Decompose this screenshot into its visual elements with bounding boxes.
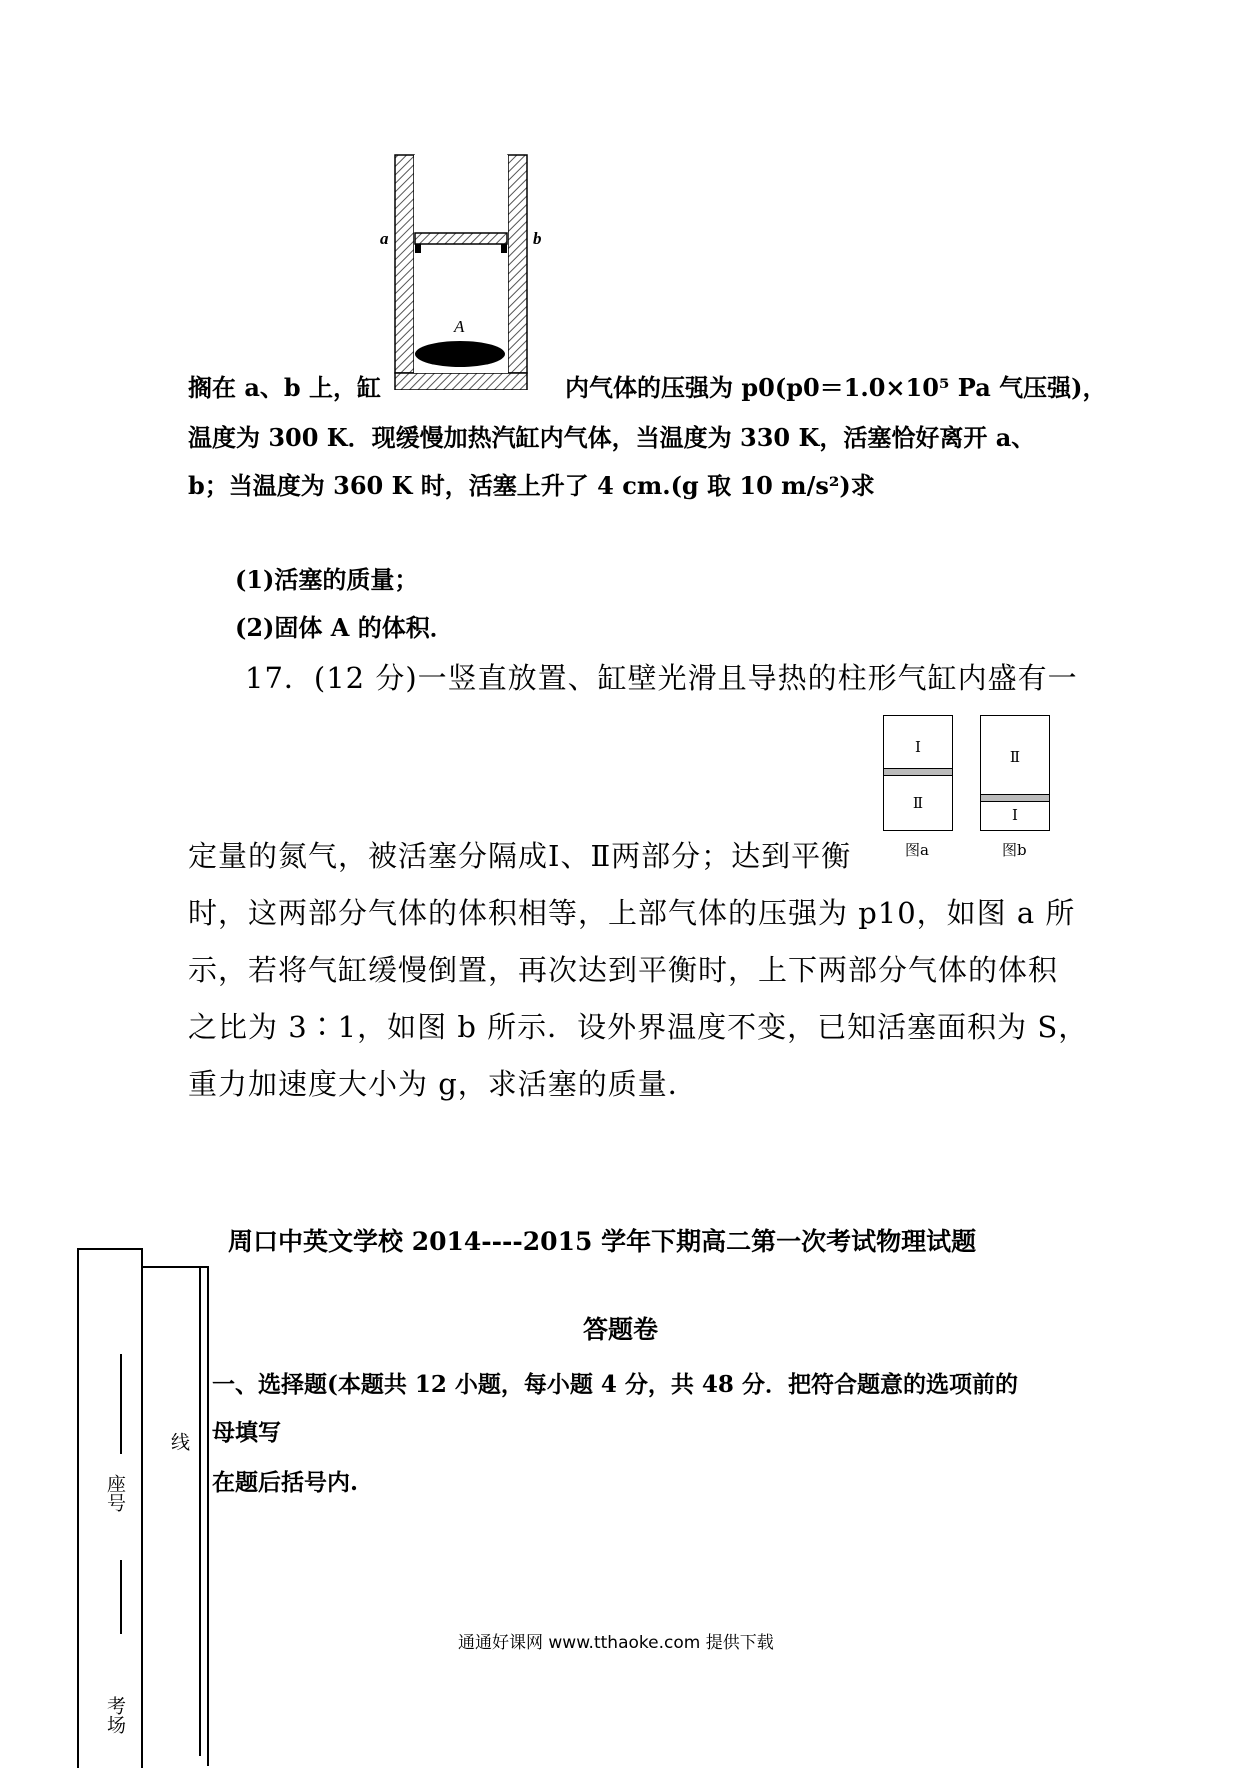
figure-b-top-label: Ⅱ: [1009, 748, 1021, 766]
q17-line5: 之比为 3∶1，如图 b 所示．设外界温度不变，已知活塞面积为 S，: [188, 1010, 1089, 1044]
figure-b-caption: 图b: [1002, 841, 1027, 859]
stop-a: [415, 244, 421, 253]
label-A: A: [454, 317, 465, 336]
q17-line3: 时，这两部分气体的体积相等，上部气体的压强为 p10，如图 a 所: [188, 896, 1076, 930]
q16-line1-right: 内气体的压强为 p0(p0＝1.0×10⁵ Pa 气压强)，: [565, 373, 1107, 402]
figure-a-bottom-label: Ⅱ: [912, 794, 924, 812]
figure-a: [883, 715, 953, 831]
cylinder-right-wall: [508, 155, 527, 373]
section1-line2: 母填写: [212, 1419, 281, 1446]
cylinder-bottom: [395, 373, 527, 390]
seat-blank-line-upper: [120, 1354, 122, 1454]
q17-line4: 示，若将气缸缓慢倒置，再次达到平衡时，上下两部分气体的体积: [188, 953, 1059, 987]
answer-sheet-title: 周口中英文学校 2014----2015 学年下期高二第一次考试物理试题: [228, 1227, 977, 1256]
q17-line1: 17．(12 分)一竖直放置、缸壁光滑且导热的柱形气缸内盛有一: [245, 661, 1078, 695]
figure-b-bottom-label: Ⅰ: [1012, 806, 1018, 824]
figure-b-piston: [981, 794, 1049, 802]
label-b: b: [533, 229, 542, 248]
q16-line1-left: 搁在 a、b 上，缸: [188, 373, 382, 402]
q16-sub1: (1)活塞的质量；: [235, 565, 419, 594]
cut-line-label: 线: [168, 1432, 190, 1451]
figure-a-piston: [884, 768, 952, 776]
figure-a-top-label: Ⅰ: [915, 738, 921, 756]
section1-line3: 在题后括号内.: [212, 1469, 359, 1496]
seat-label: 座号: [104, 1474, 126, 1512]
q17-line6: 重力加速度大小为 g，求活塞的质量．: [188, 1067, 698, 1101]
footer: 通通好课网 www.tthaoke.com 提供下载: [458, 1633, 774, 1653]
exam-room-label: 考场: [104, 1696, 126, 1734]
q17-line2: 定量的氮气，被活塞分隔成Ⅰ、Ⅱ两部分；达到平衡: [188, 839, 852, 873]
label-a: a: [380, 229, 389, 248]
cylinder-figure: [360, 150, 560, 390]
answer-sheet-subtitle: 答题卷: [583, 1315, 659, 1344]
solid-A: [415, 341, 505, 367]
q16-sub2: (2)固体 A 的体积．: [235, 613, 454, 642]
seat-blank-line-lower: [120, 1560, 122, 1634]
binding-strip-inner-line: [199, 1266, 201, 1756]
piston: [415, 233, 507, 244]
figure-a-caption: 图a: [905, 841, 929, 859]
figure-b: [980, 715, 1050, 831]
cylinder-left-wall: [395, 155, 414, 373]
q16-line2: 温度为 300 K．现缓慢加热汽缸内气体，当温度为 330 K，活塞恰好离开 a、: [188, 423, 1036, 452]
section1-line1: 一、选择题(本题共 12 小题，每小题 4 分，共 48 分．把符合题意的选项前的: [212, 1371, 1018, 1398]
q16-line3: b；当温度为 360 K 时，活塞上升了 4 cm.(g 取 10 m/s²)求: [188, 471, 875, 500]
stop-b: [501, 244, 507, 253]
